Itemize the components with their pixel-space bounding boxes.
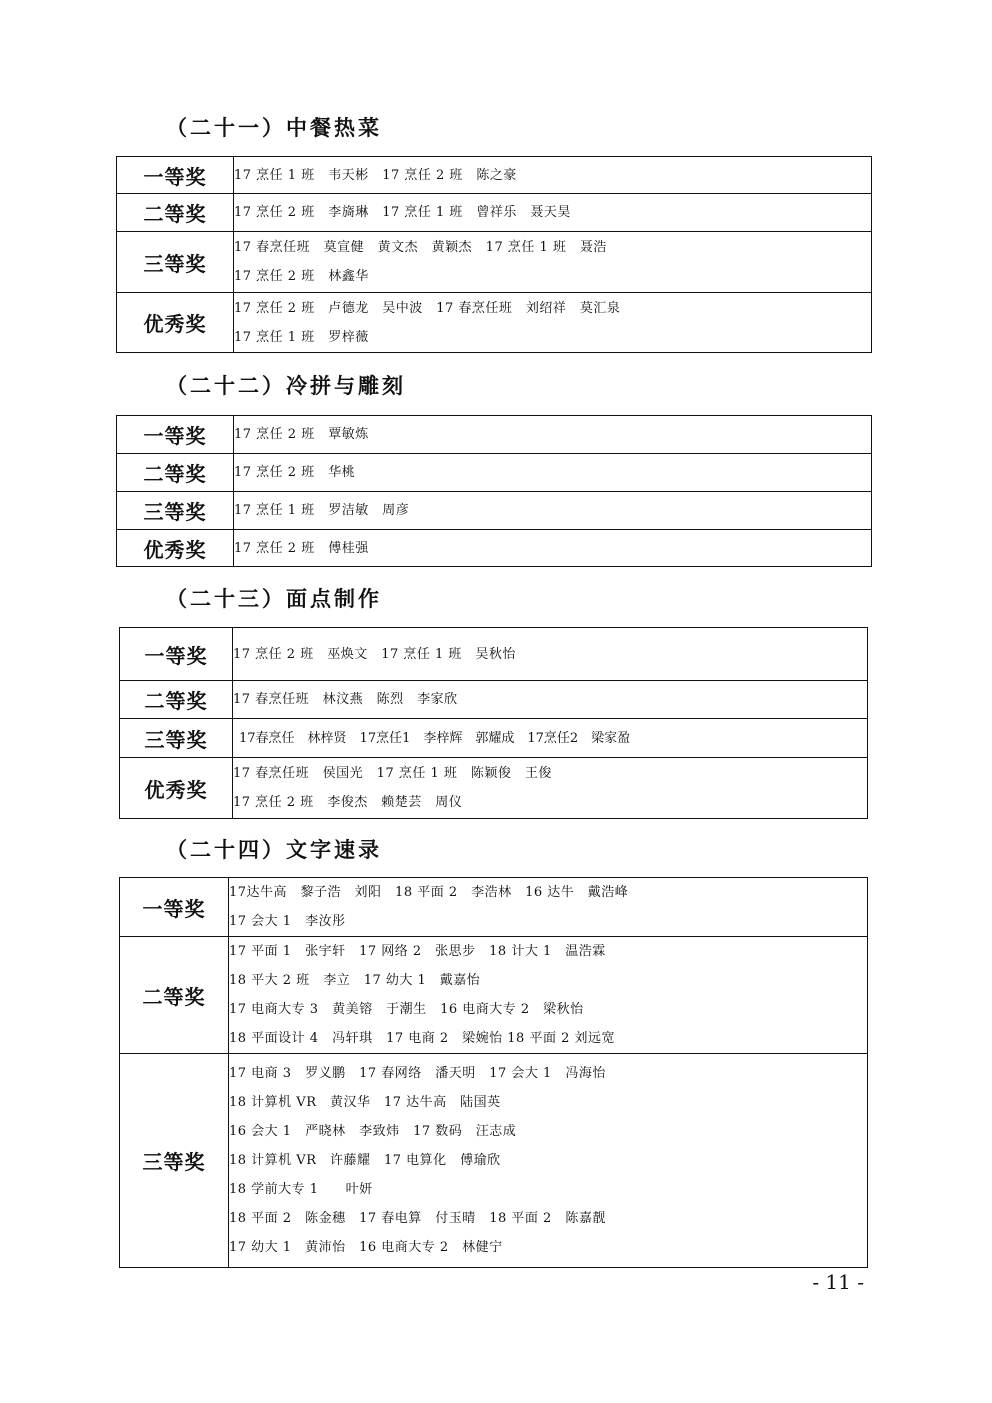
award-label: 二等奖 [117,454,234,492]
award-winners [233,628,868,681]
award-winners [234,454,872,492]
winner-line: 17 烹任 2 班 卢德龙 吴中波 17 春烹任班 刘绍祥 莫汇泉 [234,300,621,316]
award-winners [234,293,872,353]
award-winners [229,878,868,937]
winner-line: 18 计算机 VR 黄汉华 17 达牛高 陆国英 [229,1095,501,1110]
winner-line: 17 电商大专 3 黄美镕 于潮生 16 电商大专 2 梁秋怡 [229,1002,584,1017]
award-label: 优秀奖 [120,758,233,819]
table-row [117,530,872,567]
award-winners [234,194,872,232]
table-row [117,416,872,454]
award-label: 三等奖 [120,719,233,758]
award-label: 优秀奖 [117,530,234,567]
winner-line: 18 计算机 VR 许藤耀 17 电算化 傅瑜欣 [229,1153,501,1168]
award-winners [234,530,872,567]
award-label: 二等奖 [120,681,233,719]
table-row [120,1054,868,1268]
winner-line: 17 烹任 2 班 李旖琳 17 烹任 1 班 曾祥乐 聂天昊 [234,205,571,220]
award-winners [234,157,872,194]
table-row [120,719,868,758]
award-label: 三等奖 [117,492,234,530]
winner-line: 16 会大 1 严晓林 李致炜 17 数码 汪志成 [229,1124,517,1139]
section-21-title: （二十一）中餐热菜 [166,116,382,140]
winner-line: 18 学前大专 1 叶妍 [229,1182,373,1197]
winner-line: 17 烹任 1 班 韦天彬 17 烹任 2 班 陈之豪 [234,167,517,183]
winner-line: 17 幼大 1 黄沛怡 16 电商大专 2 林健宁 [229,1240,503,1255]
table-row [120,681,868,719]
section-24-title: （二十四）文字速录 [166,838,382,862]
winner-line: 17 春烹任班 莫宣健 黄文杰 黄颖杰 17 烹任 1 班 聂浩 [234,240,607,255]
winner-line: 17 烹任 2 班 林鑫华 [234,269,369,284]
section-21-table [116,156,872,353]
winner-line: 18 平面设计 4 冯轩琪 17 电商 2 梁婉怡 18 平面 2 刘远宽 [229,1031,615,1046]
award-winners [229,1054,868,1268]
table-row [120,758,868,819]
winner-line: 18 平面 2 陈金穗 17 春电算 付玉晴 18 平面 2 陈嘉靓 [229,1211,606,1226]
award-winners [233,681,868,719]
table-row [117,157,872,194]
table-row [117,232,872,293]
award-label: 二等奖 [117,194,234,232]
winner-line: 17 烹任 1 班 罗梓薇 [234,329,369,345]
table-row [117,194,872,232]
award-label: 三等奖 [117,232,234,293]
table-row [117,492,872,530]
award-label: 优秀奖 [117,293,234,353]
winner-line: 17 烹任 2 班 傅桂强 [234,540,369,556]
section-22-title: （二十二）冷拼与雕刻 [166,374,406,398]
award-winners [234,232,872,293]
award-winners [234,416,872,454]
table-row [117,293,872,353]
table-row [117,454,872,492]
table-row [120,937,868,1054]
section-23-title: （二十三）面点制作 [166,587,382,611]
award-label: 一等奖 [117,416,234,454]
award-label: 三等奖 [120,1054,229,1268]
award-label: 一等奖 [117,157,234,194]
winner-line: 18 平大 2 班 李立 17 幼大 1 戴嘉怡 [229,973,481,988]
award-winners [233,758,868,819]
winner-line: 17春烹任 林梓贤 17烹任1 李梓辉 郭耀成 17烹任2 梁家盈 [239,730,631,746]
award-winners [234,492,872,530]
award-label: 二等奖 [120,937,229,1054]
award-winners [229,937,868,1054]
winner-line: 17 会大 1 李汝彤 [229,914,346,929]
page-number: - 11 - [812,1270,864,1294]
section-22-table [116,415,872,567]
table-row [120,628,868,681]
winner-line: 17 电商 3 罗义鹏 17 春网络 潘天明 17 会大 1 冯海怡 [229,1066,606,1081]
award-label: 一等奖 [120,878,229,937]
winner-line: 17 烹任 2 班 华桃 [234,465,356,480]
winner-line: 17 烹任 2 班 巫焕文 17 烹任 1 班 吴秋怡 [233,646,516,662]
winner-line: 17 春烹任班 侯国光 17 烹任 1 班 陈颖俊 王俊 [233,766,552,781]
award-winners [233,719,868,758]
winner-line: 17 烹任 2 班 覃敏炼 [234,427,369,442]
winner-line: 17 春烹任班 林汶燕 陈烈 李家欣 [233,692,458,707]
section-23-table [119,627,868,819]
winner-line: 17达牛高 黎子浩 刘阳 18 平面 2 李浩林 16 达牛 戴浩峰 [229,885,629,900]
section-24-table [119,877,868,1268]
table-row [120,878,868,937]
winner-line: 17 烹任 1 班 罗洁敏 周彦 [234,503,410,518]
winner-line: 17 平面 1 张宇轩 17 网络 2 张思步 18 计大 1 温浩霖 [229,944,606,959]
award-label: 一等奖 [120,628,233,681]
winner-line: 17 烹任 2 班 李俊杰 赖楚芸 周仪 [233,795,463,810]
